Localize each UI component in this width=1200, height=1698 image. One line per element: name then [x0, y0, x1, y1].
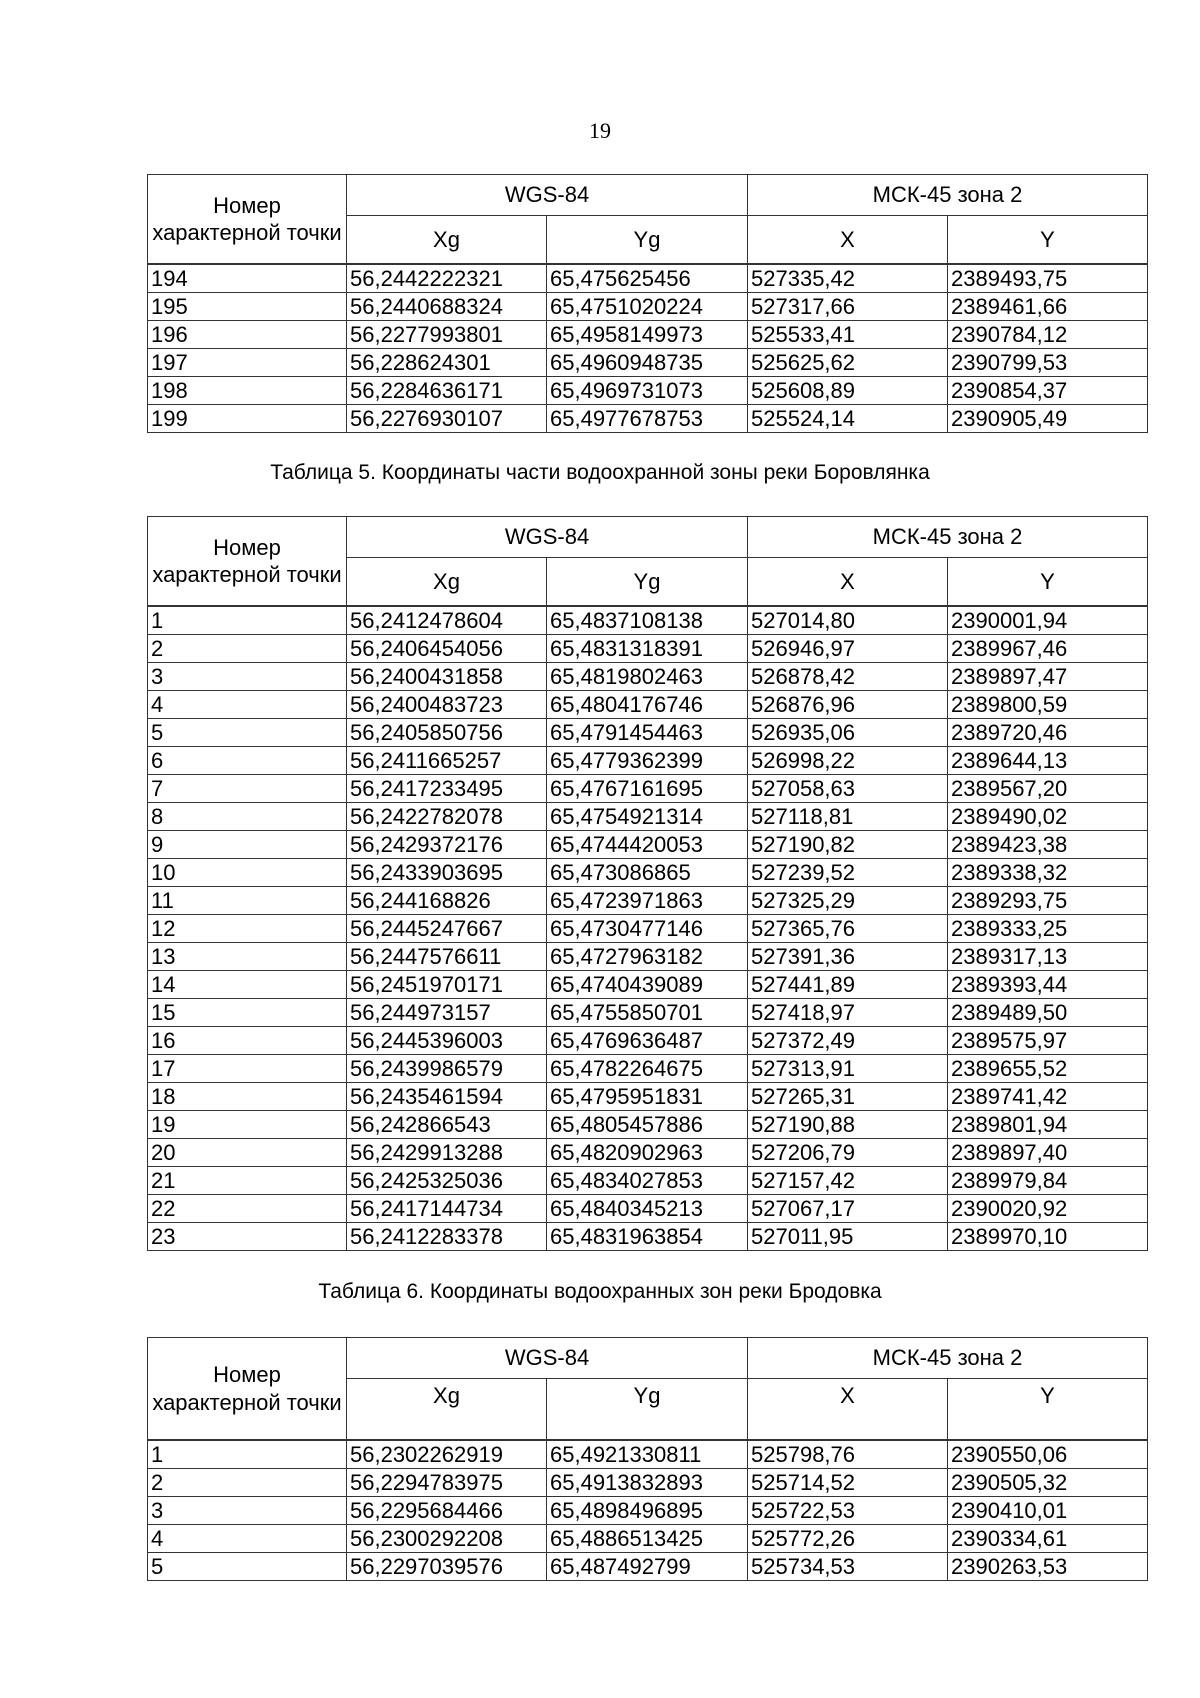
table-row — [148, 1525, 1148, 1553]
x-cell: 527441,89 — [748, 971, 948, 999]
x-cell: 525608,89 — [748, 377, 948, 405]
point-number-cell: 19 — [148, 1111, 347, 1139]
table-row — [148, 971, 1148, 999]
yg-cell: 65,4779362399 — [547, 747, 748, 775]
yg-cell: 65,4958149973 — [547, 321, 748, 349]
y-cell: 2389644,13 — [948, 747, 1148, 775]
y-cell: 2390020,92 — [948, 1195, 1148, 1223]
msk45-header: МСК-45 зона 2 — [748, 517, 1148, 558]
yg-header: Yg — [547, 558, 748, 607]
point-number-cell: 21 — [148, 1167, 347, 1195]
xg-cell: 56,2435461594 — [347, 1083, 547, 1111]
table-row — [148, 1083, 1148, 1111]
table-row — [148, 1469, 1148, 1497]
yg-cell: 65,4723971863 — [547, 887, 748, 915]
y-cell: 2389567,20 — [948, 775, 1148, 803]
yg-cell: 65,4831318391 — [547, 635, 748, 663]
y-cell: 2389493,75 — [948, 264, 1148, 293]
point-number-cell: 12 — [148, 915, 347, 943]
x-header: X — [748, 1379, 948, 1441]
table-row — [148, 719, 1148, 747]
x-cell: 526876,96 — [748, 691, 948, 719]
point-number-header: Номер характерной точки — [148, 1338, 347, 1441]
y-cell: 2390905,49 — [948, 405, 1148, 433]
y-cell: 2389800,59 — [948, 691, 1148, 719]
y-cell: 2389489,50 — [948, 999, 1148, 1027]
yg-cell: 65,4727963182 — [547, 943, 748, 971]
xg-cell: 56,2277993801 — [347, 321, 547, 349]
point-number-cell: 20 — [148, 1139, 347, 1167]
yg-cell: 65,4782264675 — [547, 1055, 748, 1083]
table-row — [148, 1055, 1148, 1083]
table-row — [148, 405, 1148, 433]
point-number-cell: 2 — [148, 1469, 347, 1497]
y-cell: 2390854,37 — [948, 377, 1148, 405]
x-cell: 526935,06 — [748, 719, 948, 747]
point-number-cell: 3 — [148, 663, 347, 691]
yg-cell: 65,4913832893 — [547, 1469, 748, 1497]
yg-cell: 65,4960948735 — [547, 349, 748, 377]
yg-header: Yg — [547, 1379, 748, 1441]
xg-cell: 56,2445396003 — [347, 1027, 547, 1055]
table-row — [148, 999, 1148, 1027]
x-cell: 527118,81 — [748, 803, 948, 831]
yg-cell: 65,4977678753 — [547, 405, 748, 433]
table-row — [148, 691, 1148, 719]
point-number-cell: 9 — [148, 831, 347, 859]
xg-cell: 56,2284636171 — [347, 377, 547, 405]
xg-cell: 56,2447576611 — [347, 943, 547, 971]
y-cell: 2389970,10 — [948, 1223, 1148, 1251]
x-cell: 525714,52 — [748, 1469, 948, 1497]
table-row — [148, 1027, 1148, 1055]
x-cell: 527335,42 — [748, 264, 948, 293]
y-cell: 2389393,44 — [948, 971, 1148, 999]
point-number-cell: 198 — [148, 377, 347, 405]
xg-cell: 56,2422782078 — [347, 803, 547, 831]
y-cell: 2389967,46 — [948, 635, 1148, 663]
point-number-cell: 197 — [148, 349, 347, 377]
xg-cell: 56,2442222321 — [347, 264, 547, 293]
point-number-cell: 195 — [148, 293, 347, 321]
point-number-cell: 11 — [148, 887, 347, 915]
y-cell: 2389655,52 — [948, 1055, 1148, 1083]
point-number-cell: 16 — [148, 1027, 347, 1055]
xg-cell: 56,2429372176 — [347, 831, 547, 859]
wgs84-header: WGS-84 — [347, 517, 748, 558]
wgs84-header: WGS-84 — [347, 1338, 748, 1379]
msk45-header: МСК-45 зона 2 — [748, 1338, 1148, 1379]
table-5-borovlyanka — [147, 516, 1148, 1251]
table-row — [148, 349, 1148, 377]
point-number-cell: 7 — [148, 775, 347, 803]
table-row — [148, 1139, 1148, 1167]
point-number-cell: 196 — [148, 321, 347, 349]
page-number: 19 — [589, 118, 611, 143]
x-cell: 525625,62 — [748, 349, 948, 377]
yg-cell: 65,4921330811 — [547, 1440, 748, 1469]
point-number-cell: 6 — [148, 747, 347, 775]
yg-cell: 65,487492799 — [547, 1553, 748, 1581]
y-cell: 2390784,12 — [948, 321, 1148, 349]
yg-cell: 65,4837108138 — [547, 606, 748, 635]
point-number-cell: 3 — [148, 1497, 347, 1525]
table-5-caption: Таблица 5. Координаты части водоохранной зоны реки Боровлянка — [270, 461, 930, 484]
y-cell: 2389490,02 — [948, 803, 1148, 831]
yg-cell: 65,475625456 — [547, 264, 748, 293]
yg-cell: 65,4840345213 — [547, 1195, 748, 1223]
x-header: X — [748, 558, 948, 607]
xg-cell: 56,2400431858 — [347, 663, 547, 691]
point-number-cell: 199 — [148, 405, 347, 433]
point-number-cell: 23 — [148, 1223, 347, 1251]
yg-header: Yg — [547, 216, 748, 265]
y-cell: 2389801,94 — [948, 1111, 1148, 1139]
table-row — [148, 1111, 1148, 1139]
y-cell: 2389897,40 — [948, 1139, 1148, 1167]
point-number-cell: 13 — [148, 943, 347, 971]
xg-cell: 56,2412478604 — [347, 606, 547, 635]
point-number-cell: 22 — [148, 1195, 347, 1223]
x-cell: 527190,88 — [748, 1111, 948, 1139]
yg-cell: 65,4744420053 — [547, 831, 748, 859]
xg-cell: 56,2433903695 — [347, 859, 547, 887]
point-number-cell: 18 — [148, 1083, 347, 1111]
yg-cell: 65,4751020224 — [547, 293, 748, 321]
xg-cell: 56,2439986579 — [347, 1055, 547, 1083]
xg-cell: 56,2417233495 — [347, 775, 547, 803]
table-row — [148, 803, 1148, 831]
x-cell: 527418,97 — [748, 999, 948, 1027]
y-cell: 2389293,75 — [948, 887, 1148, 915]
xg-cell: 56,2295684466 — [347, 1497, 547, 1525]
yg-cell: 65,4755850701 — [547, 999, 748, 1027]
table-row — [148, 943, 1148, 971]
point-number-cell: 194 — [148, 264, 347, 293]
x-cell: 525722,53 — [748, 1497, 948, 1525]
table-row — [148, 1195, 1148, 1223]
table-row — [148, 377, 1148, 405]
table-row — [148, 775, 1148, 803]
point-number-header: Номер характерной точки — [148, 175, 347, 265]
table-row — [148, 1497, 1148, 1525]
x-cell: 525533,41 — [748, 321, 948, 349]
x-cell: 525524,14 — [748, 405, 948, 433]
table-row — [148, 1223, 1148, 1251]
x-cell: 527265,31 — [748, 1083, 948, 1111]
x-cell: 527317,66 — [748, 293, 948, 321]
y-header: Y — [948, 558, 1148, 607]
xg-header: Xg — [347, 216, 547, 265]
point-number-cell: 5 — [148, 1553, 347, 1581]
xg-cell: 56,2429913288 — [347, 1139, 547, 1167]
x-cell: 526998,22 — [748, 747, 948, 775]
table-row — [148, 293, 1148, 321]
xg-cell: 56,242866543 — [347, 1111, 547, 1139]
yg-cell: 65,4730477146 — [547, 915, 748, 943]
point-number-cell: 14 — [148, 971, 347, 999]
y-cell: 2390550,06 — [948, 1440, 1148, 1469]
table-row — [148, 264, 1148, 293]
xg-cell: 56,2302262919 — [347, 1440, 547, 1469]
y-cell: 2390799,53 — [948, 349, 1148, 377]
table-row — [148, 887, 1148, 915]
y-cell: 2389338,32 — [948, 859, 1148, 887]
x-cell: 525772,26 — [748, 1525, 948, 1553]
table-row — [148, 831, 1148, 859]
point-number-cell: 17 — [148, 1055, 347, 1083]
y-cell: 2389333,25 — [948, 915, 1148, 943]
point-number-cell: 10 — [148, 859, 347, 887]
table-6-brodovka — [147, 1337, 1148, 1581]
y-cell: 2389979,84 — [948, 1167, 1148, 1195]
x-cell: 527239,52 — [748, 859, 948, 887]
yg-cell: 65,4740439089 — [547, 971, 748, 999]
point-number-header: Номер характерной точки — [148, 517, 347, 607]
point-number-cell: 8 — [148, 803, 347, 831]
y-cell: 2389423,38 — [948, 831, 1148, 859]
xg-header: Xg — [347, 558, 547, 607]
table-row — [148, 635, 1148, 663]
table-row — [148, 663, 1148, 691]
x-cell: 525798,76 — [748, 1440, 948, 1469]
x-cell: 527157,42 — [748, 1167, 948, 1195]
y-cell: 2389720,46 — [948, 719, 1148, 747]
table-row — [148, 915, 1148, 943]
y-cell: 2389461,66 — [948, 293, 1148, 321]
xg-cell: 56,2300292208 — [347, 1525, 547, 1553]
x-cell: 527372,49 — [748, 1027, 948, 1055]
x-cell: 527313,91 — [748, 1055, 948, 1083]
y-cell: 2390001,94 — [948, 606, 1148, 635]
point-number-cell: 1 — [148, 606, 347, 635]
table-row — [148, 1553, 1148, 1581]
yg-cell: 65,4831963854 — [547, 1223, 748, 1251]
xg-cell: 56,228624301 — [347, 349, 547, 377]
table-row — [148, 1440, 1148, 1469]
y-cell: 2389317,13 — [948, 943, 1148, 971]
yg-cell: 65,4754921314 — [547, 803, 748, 831]
point-number-cell: 5 — [148, 719, 347, 747]
point-number-cell: 4 — [148, 691, 347, 719]
x-cell: 526878,42 — [748, 663, 948, 691]
xg-cell: 56,2411665257 — [347, 747, 547, 775]
x-cell: 525734,53 — [748, 1553, 948, 1581]
yg-cell: 65,4969731073 — [547, 377, 748, 405]
x-cell: 527365,76 — [748, 915, 948, 943]
yg-cell: 65,4795951831 — [547, 1083, 748, 1111]
table-row — [148, 859, 1148, 887]
xg-cell: 56,2417144734 — [347, 1195, 547, 1223]
xg-cell: 56,2440688324 — [347, 293, 547, 321]
point-number-cell: 1 — [148, 1440, 347, 1469]
table-row — [148, 606, 1148, 635]
y-header: Y — [948, 216, 1148, 265]
xg-cell: 56,244168826 — [347, 887, 547, 915]
y-cell: 2389897,47 — [948, 663, 1148, 691]
yg-cell: 65,4886513425 — [547, 1525, 748, 1553]
y-cell: 2390334,61 — [948, 1525, 1148, 1553]
y-cell: 2390410,01 — [948, 1497, 1148, 1525]
xg-header: Xg — [347, 1379, 547, 1441]
x-cell: 527058,63 — [748, 775, 948, 803]
point-number-cell: 4 — [148, 1525, 347, 1553]
yg-cell: 65,4767161695 — [547, 775, 748, 803]
wgs84-header: WGS-84 — [347, 175, 748, 216]
xg-cell: 56,2405850756 — [347, 719, 547, 747]
yg-cell: 65,4819802463 — [547, 663, 748, 691]
xg-cell: 56,2445247667 — [347, 915, 547, 943]
xg-cell: 56,2276930107 — [347, 405, 547, 433]
yg-cell: 65,4769636487 — [547, 1027, 748, 1055]
xg-cell: 56,2400483723 — [347, 691, 547, 719]
yg-cell: 65,4898496895 — [547, 1497, 748, 1525]
xg-cell: 56,244973157 — [347, 999, 547, 1027]
table-row — [148, 1167, 1148, 1195]
y-cell: 2390263,53 — [948, 1553, 1148, 1581]
x-cell: 526946,97 — [748, 635, 948, 663]
table-6-caption: Таблица 6. Координаты водоохранных зон реки Бродовка — [318, 1280, 882, 1303]
yg-cell: 65,4834027853 — [547, 1167, 748, 1195]
y-cell: 2390505,32 — [948, 1469, 1148, 1497]
x-cell: 527067,17 — [748, 1195, 948, 1223]
xg-cell: 56,2451970171 — [347, 971, 547, 999]
y-cell: 2389575,97 — [948, 1027, 1148, 1055]
x-cell: 527391,36 — [748, 943, 948, 971]
table-row — [148, 321, 1148, 349]
y-header: Y — [948, 1379, 1148, 1441]
x-cell: 527206,79 — [748, 1139, 948, 1167]
xg-cell: 56,2294783975 — [347, 1469, 547, 1497]
coordinates-table-continued — [147, 174, 1148, 433]
xg-cell: 56,2297039576 — [347, 1553, 547, 1581]
msk45-header: МСК-45 зона 2 — [748, 175, 1148, 216]
x-cell: 527014,80 — [748, 606, 948, 635]
x-header: X — [748, 216, 948, 265]
xg-cell: 56,2425325036 — [347, 1167, 547, 1195]
y-cell: 2389741,42 — [948, 1083, 1148, 1111]
xg-cell: 56,2406454056 — [347, 635, 547, 663]
xg-cell: 56,2412283378 — [347, 1223, 547, 1251]
x-cell: 527190,82 — [748, 831, 948, 859]
table-row — [148, 747, 1148, 775]
x-cell: 527325,29 — [748, 887, 948, 915]
yg-cell: 65,4791454463 — [547, 719, 748, 747]
yg-cell: 65,4804176746 — [547, 691, 748, 719]
yg-cell: 65,4805457886 — [547, 1111, 748, 1139]
yg-cell: 65,473086865 — [547, 859, 748, 887]
point-number-cell: 15 — [148, 999, 347, 1027]
yg-cell: 65,4820902963 — [547, 1139, 748, 1167]
x-cell: 527011,95 — [748, 1223, 948, 1251]
point-number-cell: 2 — [148, 635, 347, 663]
